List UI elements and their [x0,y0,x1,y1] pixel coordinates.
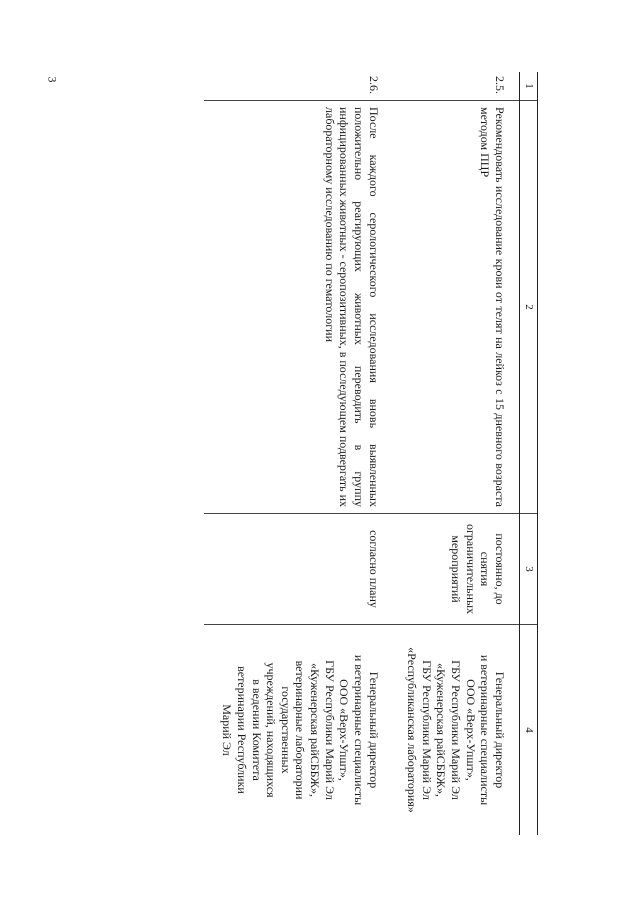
executor-line: ООО «Верх-Упшт», [337,679,352,781]
row-executors [389,625,515,836]
measures-table [204,72,538,835]
executor-line: ГБУ Республики Марий Эл [322,660,337,800]
row-action: Рекомендовать исследование крови от телят на лейкоз с 15 дневного возраста методом ПЦР [389,101,515,514]
row-number: 2.5. [493,76,507,94]
row-term: постоянно, до снятия ограничительных мероприятий [389,514,515,625]
executor-line: ветеринарные лаборатории [293,660,308,800]
executor-line: ГБУ Республики Марий Эл [449,660,464,800]
executor-line: и ветеринарные специалисты [478,654,493,806]
row-executors [204,625,389,836]
executor-line: «Куженерская райСББЖ», [434,663,449,797]
executor-line: государственных [278,686,293,774]
row-action: После каждого серологического исследования вновь выявленных положительно реагирующих животных переводить в группу инфицированных животных - серопозитивных, в последующем подвергать их лабораторному исследованию по гематологии [204,101,389,514]
row-number: 2.6. [366,76,381,94]
executor-line: в ведении Комитета [249,679,264,781]
table-row [389,72,515,835]
executor-line: «Республиканская лаборатория» [405,647,420,813]
document-table-container [85,72,538,832]
executor-line: учреждений, находящихся [264,662,279,798]
header-col-3: 3 [520,514,538,625]
executor-line: Генеральный директор [493,671,507,789]
executor-line: Генеральный директор [366,671,381,789]
executor-line: ветеринарии Республики [235,666,249,794]
header-col-1: 1 [520,72,538,101]
table-row [204,72,389,835]
header-col-4: 4 [520,625,538,836]
executor-line: Марий Эл [220,704,235,756]
row-term: согласно плану [204,514,389,625]
executor-line: ГБУ Республики Марий Эл [419,660,434,800]
executor-line: «Куженерская райСББЖ», [308,663,323,797]
page-number: 3 [45,76,60,83]
executor-line: и ветеринарные специалисты [352,654,366,806]
table-header-row [520,72,538,835]
header-col-2: 2 [520,101,538,514]
executor-line: ООО «Верх-Упшт», [463,679,478,781]
